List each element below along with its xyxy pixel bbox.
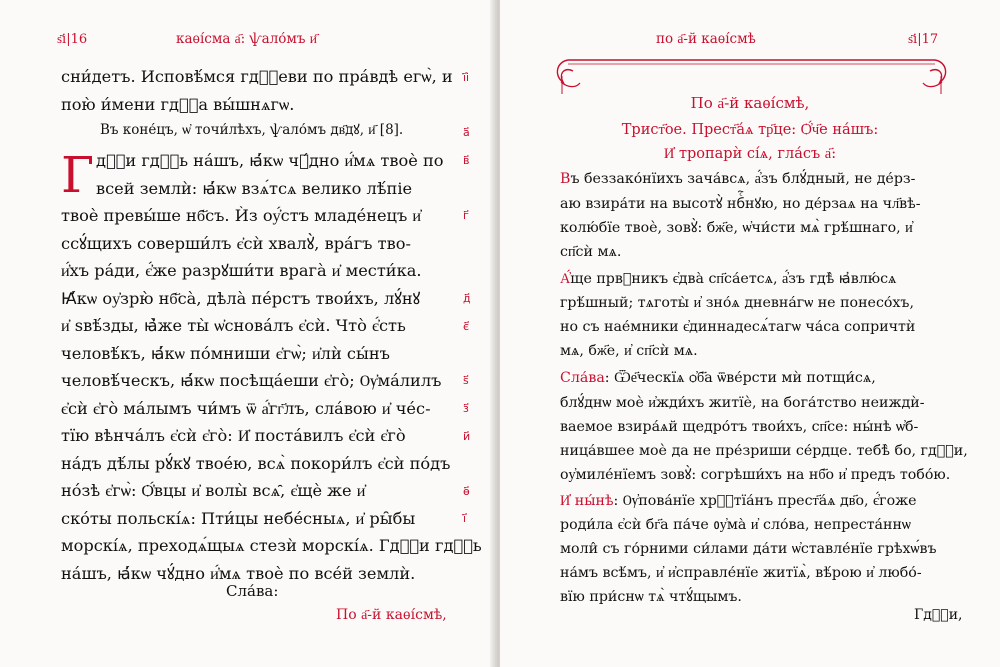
left-line-2: пою̀ и́мени гдⷭ҇а вы́шнѧгѡ. (61, 95, 295, 114)
left-line-5: всей землѝ: ꙗ҆́кѡ взѧ́тсѧ велико лѣ́піе (96, 179, 413, 198)
right-line-6: грѣ́шный; тѧготы̀ и҆ зно́ѧ дневна́гѡ не понесо́хъ, (560, 295, 914, 311)
troparia-heading: И҆ тропарѝ сі́ѧ, гла́съ а҃: (663, 146, 837, 162)
right-line-11: ваемое взира́ѧй щедро́тъ твои́хъ, сп҃се: ны́нѣ ѡ҆б- (560, 419, 919, 435)
right-footer-catchword: Гдⷭ҇и, (914, 607, 963, 623)
verse-number: ѳ҃ (463, 485, 470, 498)
right-line-9: Сла́ва: Ѿе҃ческїѧ ѻ҆б҃а ѿве́рсти мѝ потщи́сѧ, (560, 370, 876, 386)
left-line-18: морскі́ѧ, преходѧ́щыѧ стезѝ морскі́ѧ. Гдⷭ҇и гдⷭ҇ь (61, 536, 482, 555)
right-line-16: моли̂ съ го́рними си́лами да́ти ѡ҆ставле́нїе грѣхѡ́въ (560, 541, 937, 557)
right-line-12: ница́вшее моѐ да не пре́зриши се́рдце. тебѣ̀ бо, гдⷭ҇и, (560, 443, 968, 459)
verse-number: г҃ (463, 209, 469, 222)
left-line-15: на́дъ дѣ́лы рꙋ́кꙋ твое́ю, всѧ̀ покори́лъ є҆сѝ по́дъ (61, 454, 451, 473)
left-line-9: Ꙗ҆́кѡ оу҆зрю̀ нб҃са̀, дѣла̀ пе́рстъ твои́хъ, лꙋ́нꙋ (61, 289, 421, 308)
verse-number: з҃ (463, 402, 469, 415)
right-line-3: колю́бїе твоѐ, зовꙋ̀: бж҃е, ѡ҆чи́сти мѧ̀ грѣ́шнаго, и҆ (560, 220, 913, 236)
left-line-4: дⷭ҇и гдⷭ҇ь на́шъ, ꙗ҆́кѡ чꙋ́дно и҆́мѧ твоѐ по (96, 151, 444, 170)
right-line-18: вїю при́снѡ тѧ̀ чтꙋ́щымъ. (560, 589, 742, 605)
verse-number: и҃ (463, 430, 471, 443)
left-line-17: ско́ты польскі́ѧ: Пти́цы небе́сныѧ, и҆ ры̑бы (61, 509, 416, 528)
left-page-number: ѕ҃і|16 (57, 32, 88, 47)
left-page (0, 0, 494, 667)
psalm-title: Въ коне́цъ, ѡ҆ точи́лѣхъ, ѱало́мъ дв҃дꙋ, и҃ [8]. (100, 122, 404, 138)
left-line-12: человѣ́ческъ, ꙗ҆́кѡ посѣща́еши є҆го̀; Ѹ҆ма́лилъ (61, 371, 442, 390)
verse-number: є҃ (463, 320, 470, 333)
left-line-16: но́зѣ є҆гѡ̀: Ѻ҆́вцы и҆ волы̀ всѧ̑, є҆щѐ же и҆ (61, 481, 366, 500)
slava-label: Сла́ва: (226, 582, 279, 600)
right-line-15: роди́ла є҆сѝ бг҃а па́че ᲂу҆ма̀ и҆ сло́ва, непреста́ннѡ (560, 517, 911, 533)
right-line-10: блꙋ́днѡ моѐ и҆жди́хъ житїѐ, на бога́тство неиждѝ- (560, 395, 925, 411)
right-line-17: на́мъ всѣ́мъ, и҆ и҆справле́нїе житїѧ̀, вѣ́рою и҆ любо́- (560, 565, 922, 581)
left-footer-catchword: По а҃-й каѳі́смѣ, (336, 607, 447, 623)
left-line-1: сни́детъ. Исповѣ́мся гдⷭ҇еви по пра́вдѣ егѡ̀, и (61, 67, 453, 86)
verse-number: і҃і (463, 71, 470, 84)
verse-number: ѕ҃ (463, 374, 469, 387)
right-line-7: но съ нае́мники є҆диннадесѧ́тагѡ ча́са сопричтѝ (560, 319, 916, 335)
trisagion-heading: Трист҃ое. Прест҃а́ѧ тр҃це: Ѻ҆́ч҃е на́шъ: (621, 122, 879, 138)
ornamental-frame (554, 52, 949, 94)
left-line-19: на́шъ, ꙗ҆́кѡ чꙋ́дно и҆́мѧ твоѐ по все́й землѝ. (61, 564, 416, 583)
right-line-8: мѧ, бж҃е, и҆ сп҃сѝ мѧ. (560, 343, 698, 359)
left-running-head: каѳі́смa а҃: ѱало́мъ и҃ (176, 31, 318, 47)
right-line-14: И҆ ны́нѣ: Ѹ҆пова́нїе хрⷭ҇тїа́нъ прест҃а́ѧ дв҃о, є҆́гоже (560, 493, 917, 509)
left-line-14: тїю вѣнча́лъ є҆сѝ є҆го̀: И҆ поста́вилъ є҆сѝ є҆го̀ (61, 426, 406, 445)
left-line-8: и҆́хъ ра́ди, є҆́же разрꙋши́ти врага̀ и҆ мести́ка. (61, 261, 422, 280)
left-line-13: є҆сѝ є҆го̀ ма́лымъ чи́мъ ѿ а҆́гг҃лъ, сла́вою и҆ че́с- (61, 399, 431, 418)
left-line-10: и҆ ѕвѣ́зды, ꙗ҆̀же ты̀ ѡ҆снова́лъ є҆сѝ. Что̀ є҆́сть (61, 316, 406, 335)
right-page (500, 0, 1000, 667)
left-line-11: человѣ́къ, ꙗ҆́кѡ по́мниши є҆гѡ̀; и҆лѝ сы́нъ (61, 344, 390, 363)
right-page-number: ѕ҃і|17 (908, 32, 939, 47)
verse-number: і҃ (463, 512, 467, 525)
left-line-6: твоѐ превы́ше нб҃съ. Ѝз оу҆́стъ младе́нецъ и҆ (61, 206, 422, 225)
verse-number: д҃ (463, 292, 471, 305)
drop-cap: Г (61, 146, 95, 204)
verse-number: а҃ (463, 126, 470, 139)
right-line-1: Въ беззако́нїихъ зача́всѧ, а҆́зъ блꙋ́дный, не де́рз- (560, 171, 916, 187)
right-line-4: сп҃сѝ мѧ. (560, 244, 622, 260)
right-running-head: по а҃-й каѳі́смѣ (656, 31, 756, 47)
section-heading: По а҃-й каѳі́смѣ, (690, 94, 810, 112)
left-line-7: ссꙋ́щихъ соверши́лъ є҆сѝ хвалꙋ̀, вра́гъ тво- (61, 234, 411, 253)
right-line-13: оу҆миле́нїемъ зовꙋ̀: согрѣши́хъ на нб҃о и҆ предъ тобо́ю. (560, 467, 951, 483)
right-line-2: аю взира́ти на высотꙋ̀ нбⷭ҇нꙋю, но де́рзаѧ на чл҃вѣ- (560, 196, 921, 212)
verse-number: в҃ (463, 154, 470, 167)
right-line-5: А҆́ще првⷣникъ є҆два̀ сп҃са́етсѧ, а҆́зъ гдѣ̀ ꙗ҆влю́сѧ (560, 271, 897, 287)
